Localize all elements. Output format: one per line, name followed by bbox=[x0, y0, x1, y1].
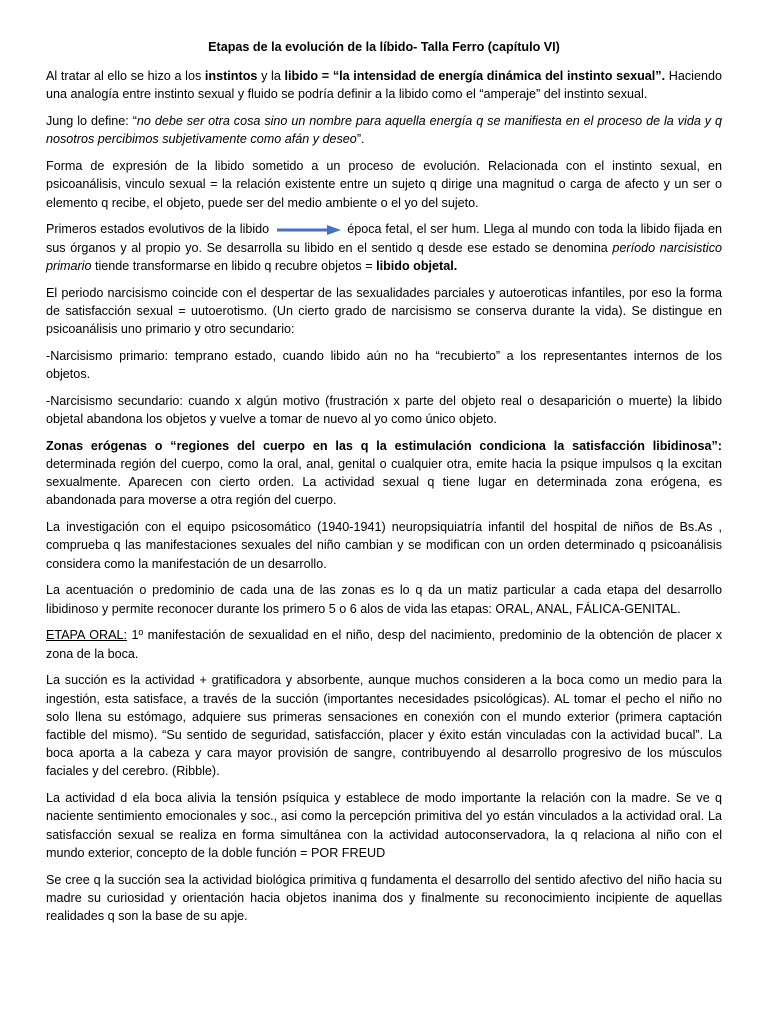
paragraph-mouth-activity: La actividad d ela boca alivia la tensión psíquica y establece de modo importante la relación con la madre. Se ve q naciente sentimiento emocionales y soc., asi como la percepción primitiva del yo están vinculados a la actividad oral. La satisfacción sexual se realiza en forma simultánea con la actividad autoconservadora, la q relaciona al niño con el mundo exterior, concepto de la doble función = POR FREUD bbox=[46, 791, 722, 860]
paragraph-first-stages: Primeros estados evolutivos de la libido época fetal, el ser hum. Llega al mundo con toda la libido fijada en sus órganos y al propio yo. Se desarrolla su libido en el sentido q desde ese estado se denomina período narcisistico primario tiende transformarse en libido q recubre objetos = libido objetal. bbox=[46, 222, 723, 273]
document-title: Etapas de la evolución de la líbido- Talla Ferro (capítulo VI) bbox=[208, 40, 560, 54]
paragraph-narcissism: El periodo narcisismo coincide con el despertar de las sexualidades parciales y autoeroticas infantiles, por eso la forma de satisfacción sexual = uutoerotismo. (Un cierto grado de narcisismo se conserva durante la vida). Se distingue en psicoanálisis uno primario y otro secundario: bbox=[46, 285, 722, 337]
paragraph-evolution: Forma de expresión de la libido sometido a un proceso de evolución. Relacionada con el instinto sexual, en psicoanálisis, vinculo sexual = la relación existente entre un sujeto q dirige una magnitud o carga de afecto y un ser o elemento q recibe, el objeto, puede ser del medio ambiente o el yo del sujeto. bbox=[46, 159, 722, 210]
paragraph-suction: La succión es la actividad + gratificadora y absorbente, aunque muchos consideren a la boca como un medio para la ingestión, esta satisface, a través de la succión (importantes necesidades psicológicas). AL tomar el pecho el niño no solo llena su estómago, adquiere sus primeras sensaciones en conexión con el mundo exterior (primera captación factible del mismo). “Su sentido de seguridad, satisfacción, placer y éxito están vinculadas con la actividad bucal”. La boca aporta a la cabeza y cara mayor provisión de sangre, contribuyendo al desarrollo progresivo de los músculos faciales y del cerebro. (Ribble). bbox=[46, 673, 722, 779]
paragraph-investigation: La investigación con el equipo psicosomático (1940-1941) neuropsiquiatría infantil del hospital de niños de Bs.As , comprueba q las manifestaciones sexuales del niño cambian y se modifican con un orden determinado q psicoanálisis considera como la manifestación de un desarrollo. bbox=[46, 520, 722, 571]
paragraph-erogenous-zones: Zonas erógenas o “regiones del cuerpo en las q la estimulación condiciona la satisfacción libidinosa”: determinada región del cuerpo, como la oral, anal, genital o cualquier otra, emite hacia la psique impulsos q la excitan sexualmente. Aparecen con cierto orden. La actividad sexual q tiene lugar en determinada zona erógena, es abandonada para moverse a otra región del cuerpo. bbox=[46, 438, 722, 508]
term-libido-definition: libido = “la intensidad de energía dinámica del instinto sexual”. bbox=[284, 69, 666, 84]
paragraph-zone-accentuation: La acentuación o predominio de cada una de las zonas es lo q da un matiz particular a cada etapa del desarrollo libidinoso y permite reconocer durante los primero 5 o 6 alos de vida las etapas: ORAL, ANAL, FÁLICA-GENITAL. bbox=[46, 583, 722, 616]
paragraph-secondary-narcissism: -Narcisismo secundario: cuando x algún motivo (frustración x parte del objeto real o desaparición o muerte) la libido objetal abandona los objetos y vuelve a tomar de nuevo al yo como único objeto. bbox=[46, 393, 722, 427]
paragraph-primary-narcissism: -Narcisismo primario: temprano estado, cuando libido aún no ha “recubierto” a los representantes internos de los objetos. bbox=[46, 348, 722, 382]
paragraph-jung-quote: Jung lo define: “no debe ser otra cosa sino un nombre para aquella energía q se manifiesta en el proceso de la vida y q nosotros percibimos subjetivamente como afán y deseo”. bbox=[46, 114, 722, 147]
paragraph-oral-stage: ETAPA ORAL: 1º manifestación de sexualidad en el niño, desp del nacimiento, predominio de la obtención de placer x zona de la boca. bbox=[46, 628, 723, 661]
term-erogenous-zones: Zonas erógenas o “regiones del cuerpo en las q la estimulación condiciona la satisfacción libidinosa”: bbox=[46, 438, 722, 453]
arrow-right-icon bbox=[277, 225, 341, 235]
term-instintos: instintos bbox=[204, 69, 258, 84]
document-page bbox=[46, 38, 722, 934]
paragraph-biological-activity: Se cree q la succión sea la actividad biológica primitiva q fundamenta el desarrollo del sentido afectivo del niño hacia su madre su curiosidad y orientación hacia objetos inanima dos y finalmente su reconocimiento incipiente de aquellas realidades q son la base de su apje. bbox=[46, 872, 722, 924]
paragraph-libido-definition: Al tratar al ello se hizo a los instintos y la libido = “la intensidad de energía dinámica del instinto sexual”. Haciendo una analogía entre instinto sexual y fluido se podría definir a la libido como el “amperaje” del instinto sexual. bbox=[46, 69, 722, 102]
jung-quote: no debe ser otra cosa sino un nombre para aquella energía q se manifiesta en el proceso de la vida y q nosotros percibimos subjetivamente como afán y deseo bbox=[46, 114, 722, 147]
heading-etapa-oral: ETAPA ORAL: bbox=[46, 628, 128, 643]
term-libido-objetal: libido objetal. bbox=[376, 258, 458, 273]
